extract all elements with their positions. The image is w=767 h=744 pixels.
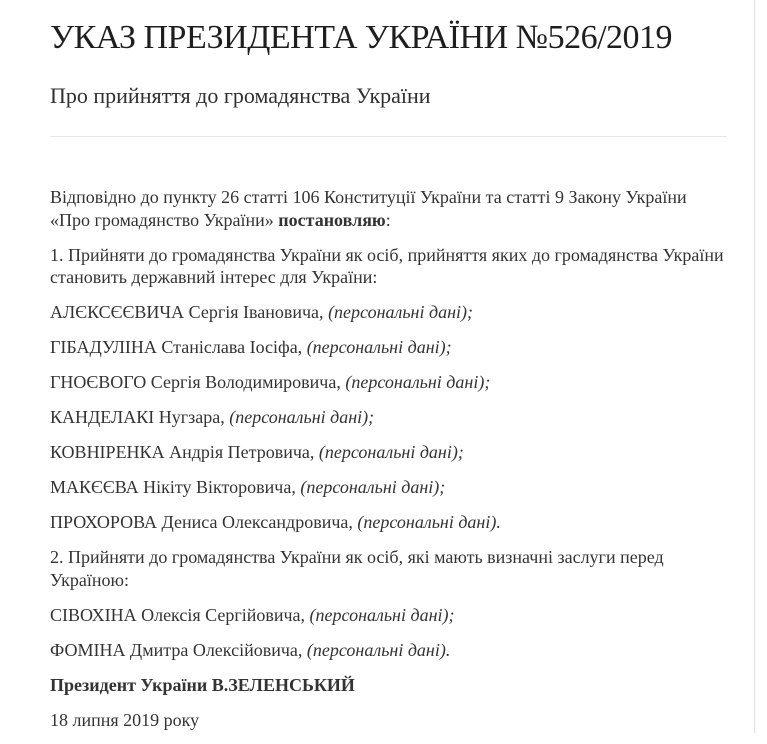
section-2-entries — [50, 604, 727, 662]
citizen-entry — [50, 371, 727, 394]
citizen-name: СІВОХІНА Олексія Сергійовича, — [50, 604, 306, 625]
decree-subtitle: Про прийняття до громадянства України — [50, 83, 431, 108]
intro-text-before: Відповідно до пункту 26 статті 106 Конституції України та статті 9 Закону України «Про громадянство України» — [50, 187, 687, 230]
citizen-name: ГНОЄВОГО Сергія Володимировича, — [50, 372, 341, 392]
personal-data-note: (персональні дані); — [300, 477, 446, 497]
section-1-entries — [50, 301, 727, 534]
citizen-entry — [50, 639, 727, 662]
section-2-heading: 2. Прийняти до громадянства України як осіб, які мають визначні заслуги перед Україною: — [50, 547, 664, 590]
intro-paragraph — [50, 186, 727, 231]
citizen-entry — [50, 301, 727, 324]
citizen-name: АЛЄКСЄЄВИЧА Сергія Івановича, — [50, 302, 324, 322]
citizen-entry — [50, 476, 727, 499]
citizen-entry — [50, 336, 727, 359]
section-1-heading: 1. Прийняти до громадянства України як осіб, прийняття яких до громадянства України становить державний інтерес для України: — [50, 244, 724, 287]
personal-data-note: (персональні дані). — [357, 512, 501, 532]
decree-body — [50, 186, 727, 731]
intro-bold-word: постановляю — [278, 209, 386, 230]
citizen-entry — [50, 604, 727, 627]
citizen-name: ПРОХОРОВА Дениса Олександровича, — [50, 512, 353, 532]
title-divider — [50, 136, 727, 137]
personal-data-note: (персональні дані); — [318, 442, 464, 462]
decree-title: УКАЗ ПРЕЗИДЕНТА УКРАЇНИ №526/2019 — [50, 19, 673, 56]
citizen-name: ГІБАДУЛІНА Станіслава Іосіфа, — [50, 337, 303, 357]
citizen-entry — [50, 511, 727, 534]
citizen-entry — [50, 441, 727, 464]
content-right-border — [754, 0, 755, 733]
personal-data-note: (персональні дані); — [328, 302, 474, 322]
personal-data-note: (персональні дані). — [306, 639, 451, 660]
personal-data-note: (персональні дані); — [306, 337, 452, 357]
personal-data-note: (персональні дані); — [345, 372, 491, 392]
decree-date: 18 липня 2019 року — [50, 709, 200, 730]
personal-data-note: (персональні дані); — [229, 407, 375, 427]
citizen-name: ФОМІНА Дмитра Олексійовича, — [50, 639, 303, 660]
signature-line: Президент України В.ЗЕЛЕНСЬКИЙ — [50, 674, 355, 695]
citizen-name: КОВНІРЕНКА Андрія Петровича, — [50, 442, 315, 462]
citizen-name: МАКЄЄВА Нікіту Вікторовича, — [50, 477, 296, 497]
personal-data-note: (персональні дані); — [309, 604, 455, 625]
document-page — [50, 0, 727, 744]
intro-text-after: : — [385, 209, 391, 230]
citizen-entry — [50, 406, 727, 429]
citizen-name: КАНДЕЛАКІ Нугзара, — [50, 407, 225, 427]
